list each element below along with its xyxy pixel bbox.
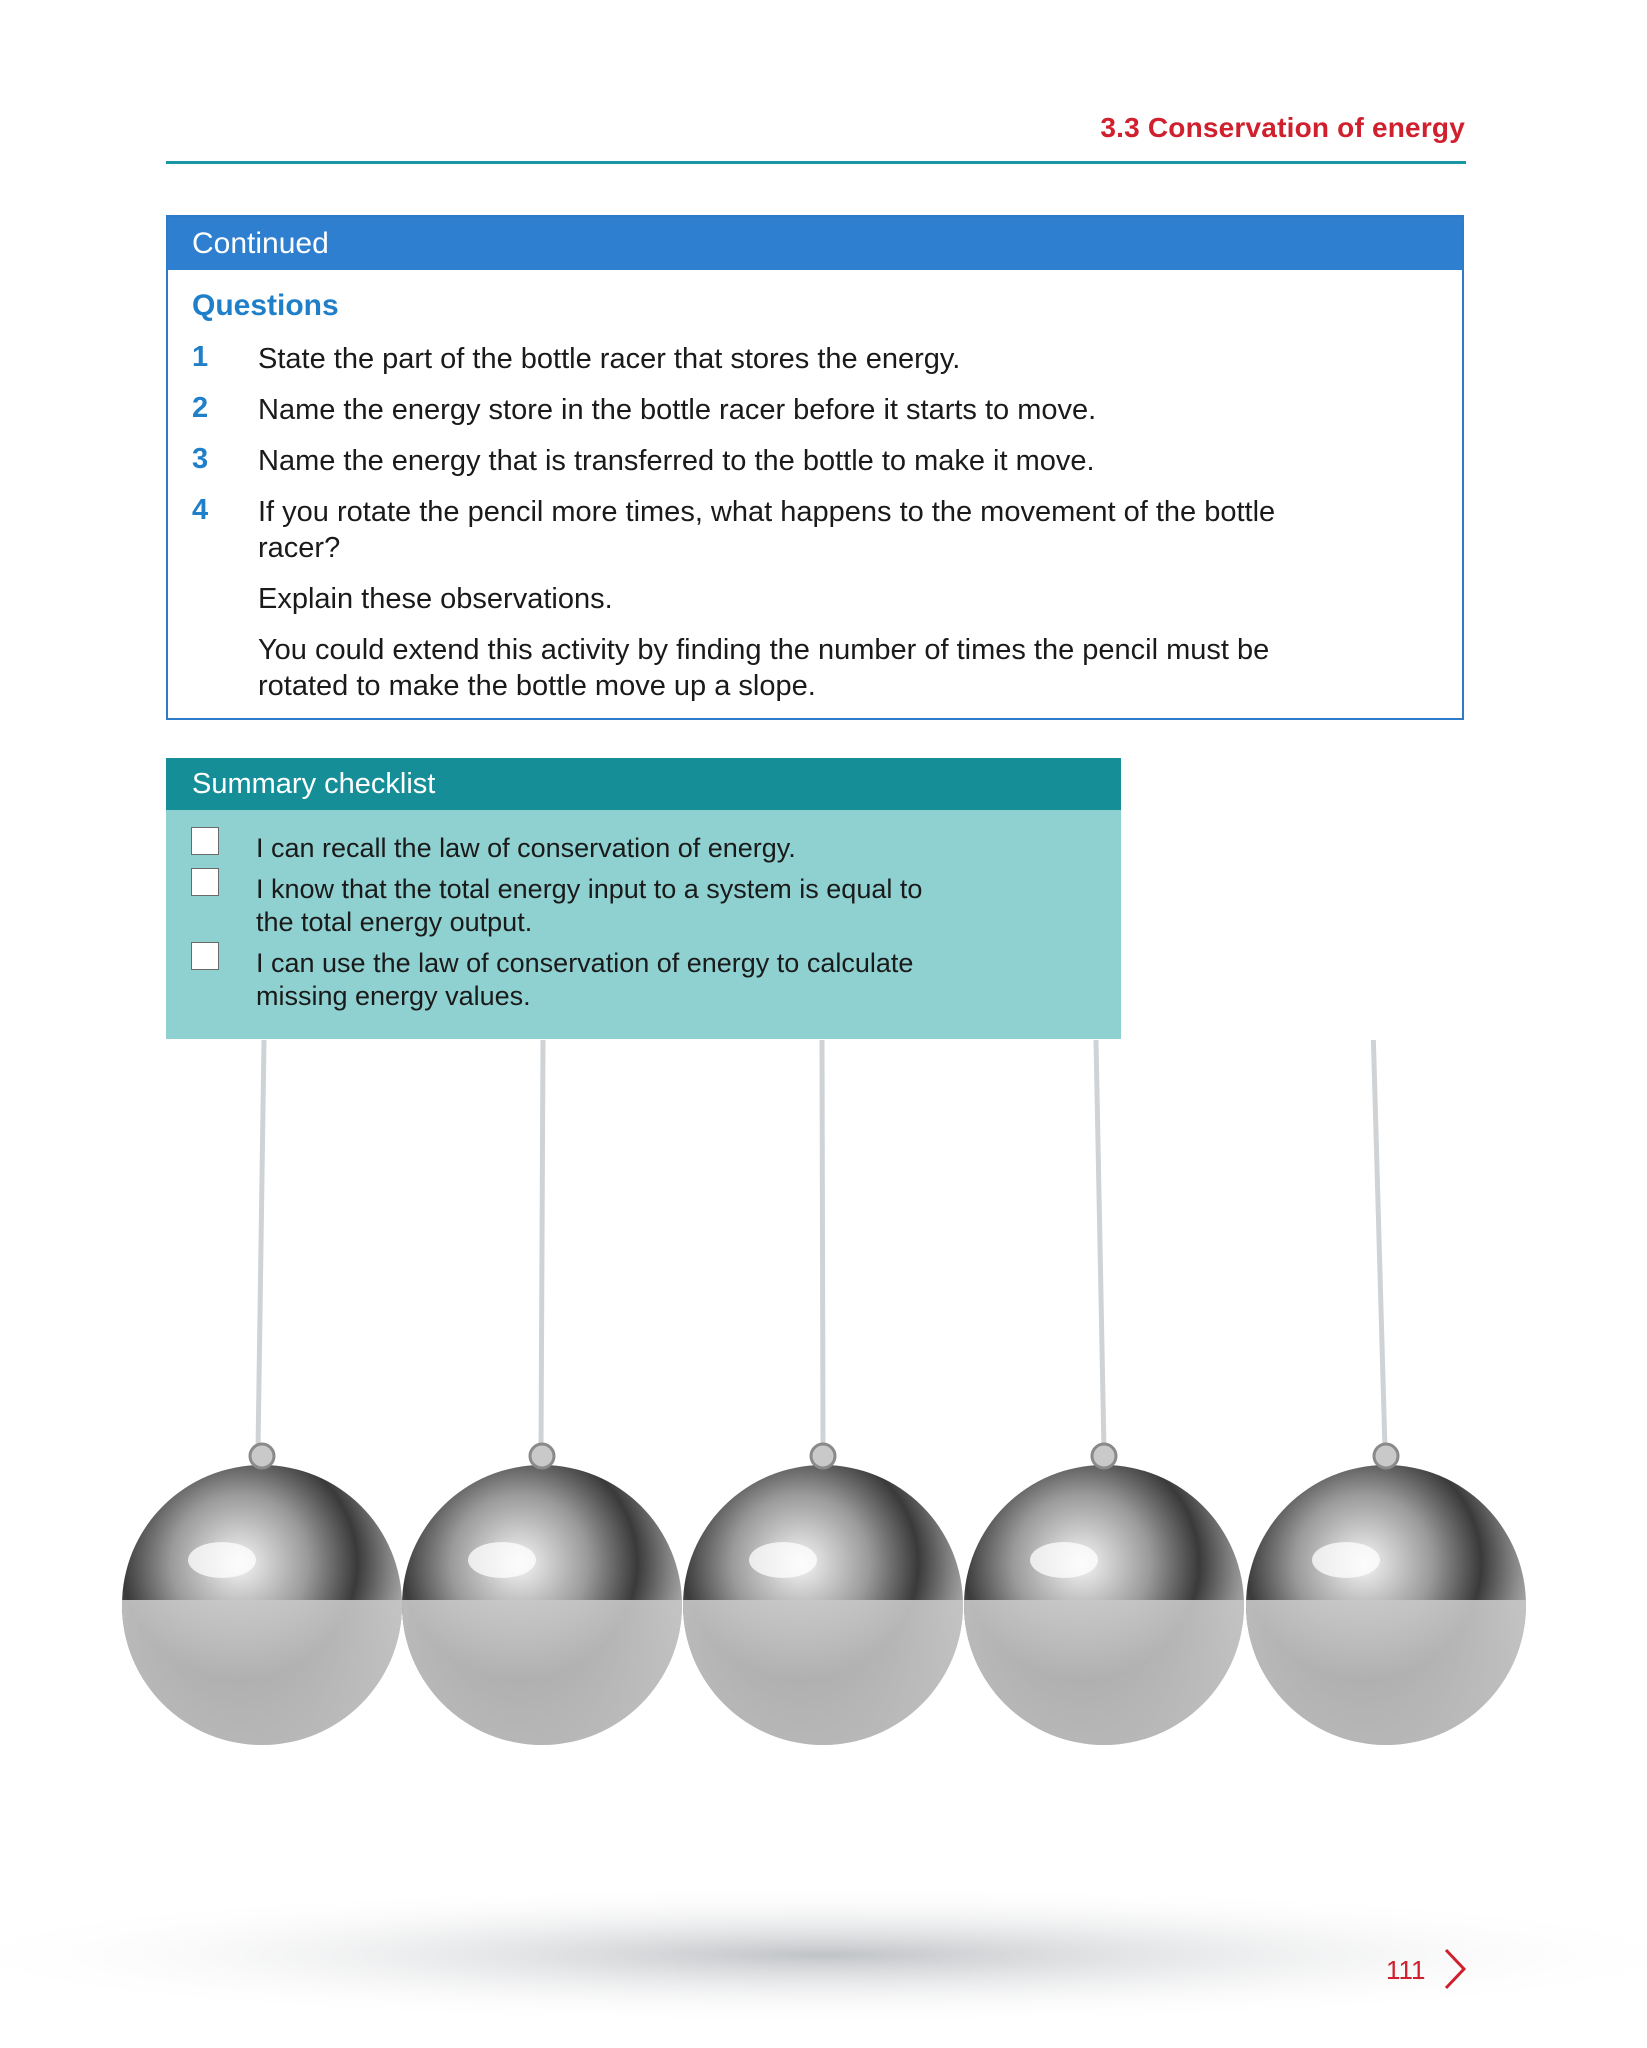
checkbox-icon[interactable] [192,869,218,895]
question-text: Name the energy store in the bottle racer before it starts to move. [258,394,1097,426]
newtons-cradle-image [0,1040,1647,2048]
question-number: 3 [192,443,209,475]
header-rule [166,161,1466,164]
checklist-item-text: I can recall the law of conservation of energy. [256,833,796,863]
chevron-right-icon[interactable] [1440,1946,1470,1992]
question-text: Name the energy that is transferred to the bottle to make it move. [258,445,1095,477]
cradle-strings [258,1040,1385,1450]
question-number: 1 [192,341,209,373]
question-number: 2 [192,392,209,424]
question-text: State the part of the bottle racer that stores the energy. [258,343,961,375]
continued-box [166,215,1464,720]
question-number: 4 [192,494,209,526]
checkbox-icon[interactable] [192,943,218,969]
page-number: 111 [1386,1955,1426,1985]
extension-text: You could extend this activity by finding the number of times the pencil must be rotated to make the bottle move up a slope. [258,634,1270,702]
question-text: If you rotate the pencil more times, what happens to the movement of the bottle racer? [258,496,1276,564]
checkbox-icon[interactable] [192,828,218,854]
checklist-item-text: I can use the law of conservation of energy to calculate missing energy values. [256,948,914,1011]
explain-text: Explain these observations. [258,583,613,615]
cradle-balls [122,1444,1526,1745]
summary-checklist [166,758,1121,1039]
summary-heading: Summary checklist [166,758,1121,810]
checklist-item-text: I know that the total energy input to a system is equal to the total energy output. [256,874,923,937]
continued-heading: Continued [168,217,1462,270]
section-title: 3.3 Conservation of energy [1100,112,1465,143]
questions-title: Questions [192,289,339,322]
